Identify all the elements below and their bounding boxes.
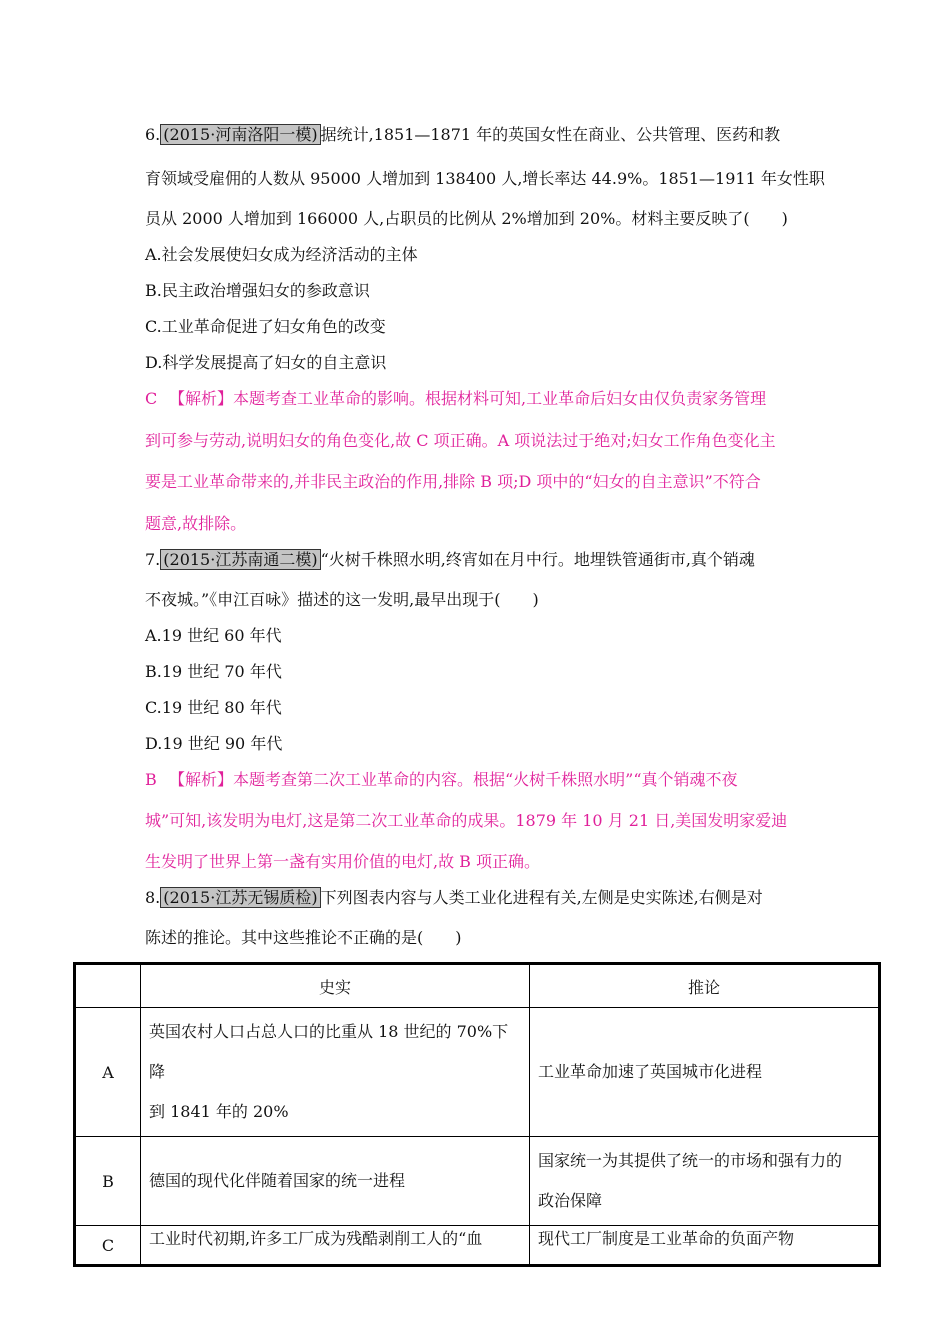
inference-line: 国家统一为其提供了统一的市场和强有力的	[538, 1151, 843, 1170]
inference-line: 现代工厂制度是工业革命的负面产物	[538, 1229, 795, 1248]
table-row	[75, 1137, 880, 1226]
q7-option-a: A.19 世纪 60 年代	[145, 626, 282, 645]
q6-stem-text-1: 据统计,1851—1871 年的英国女性在商业、公共管理、医药和教	[320, 125, 781, 144]
q7-stem-text-1: “火树千株照水明,终宵如在月中行。地埋铁管通街市,真个销魂	[320, 550, 755, 569]
q7-analysis-line-1	[145, 769, 738, 791]
q6-analysis-line-4: 题意,故排除。	[145, 514, 247, 533]
q6-option-a: A.社会发展使妇女成为经济活动的主体	[145, 245, 418, 264]
q7-answer: B	[145, 770, 157, 789]
q6-stem-line-3: 员从 2000 人增加到 166000 人,占职员的比例从 2%增加到 20%。材料主要反映了( )	[145, 209, 788, 228]
fact-line: 德国的现代化伴随着国家的统一进程	[149, 1171, 406, 1190]
fact-cell	[141, 1226, 530, 1266]
fact-line: 到 1841 年的 20%	[149, 1102, 289, 1121]
inference-line: 工业革命加速了英国城市化进程	[538, 1062, 763, 1081]
q7-analysis-text-1: 【解析】本题考查第二次工业革命的内容。根据“火树千株照水明”“真个销魂不夜	[169, 770, 738, 789]
fact-cell	[141, 1137, 530, 1226]
q7-analysis-line-3: 生发明了世界上第一盏有实用价值的电灯,故 B 项正确。	[145, 852, 541, 871]
q6-stem-line-1	[145, 124, 780, 146]
q8-header-empty	[75, 964, 141, 1008]
q8-header-fact: 史实	[141, 964, 530, 1008]
q6-analysis-text-1: 【解析】本题考查工业革命的影响。根据材料可知,工业革命后妇女由仅负责家务管理	[169, 389, 767, 408]
q6-stem-line-2: 育领域受雇佣的人数从 95000 人增加到 138400 人,增长率达 44.9%。1851—1911 年女性职	[145, 169, 825, 188]
q7-option-b: B.19 世纪 70 年代	[145, 662, 282, 681]
q6-answer: C	[145, 389, 158, 408]
q8-header-inference: 推论	[530, 964, 880, 1008]
q8-source-tag: (2015·江苏无锡质检)	[160, 887, 320, 908]
inference-cell	[530, 1137, 880, 1226]
q6-option-c: C.工业革命促进了妇女角色的改变	[145, 317, 386, 336]
inference-cell	[530, 1008, 880, 1137]
row-label: B	[75, 1137, 141, 1226]
q6-analysis-line-3: 要是工业革命带来的,并非民主政治的作用,排除 B 项;D 项中的“妇女的自主意识”不符合	[145, 472, 761, 491]
q6-analysis-line-2: 到可参与劳动,说明妇女的角色变化,故 C 项正确。A 项说法过于绝对;妇女工作角色变化主	[145, 431, 776, 450]
q8-table	[73, 962, 881, 1267]
fact-line: 工业时代初期,许多工厂成为残酷剥削工人的“血	[149, 1229, 483, 1248]
q8-stem-text-1: 下列图表内容与人类工业化进程有关,左侧是史实陈述,右侧是对	[320, 888, 763, 907]
inference-line: 政治保障	[538, 1191, 603, 1210]
q6-source-tag: (2015·河南洛阳一模)	[160, 124, 320, 145]
q8-stem-line-1	[145, 887, 763, 909]
q7-stem-line-1	[145, 549, 755, 571]
table-row	[75, 1008, 880, 1137]
q8-stem-line-2: 陈述的推论。其中这些推论不正确的是( )	[145, 928, 462, 947]
q7-stem-line-2: 不夜城。”《申江百咏》描述的这一发明,最早出现于( )	[145, 590, 539, 609]
q7-option-c: C.19 世纪 80 年代	[145, 698, 282, 717]
q6-option-d: D.科学发展提高了妇女的自主意识	[145, 353, 387, 372]
row-label: C	[75, 1226, 141, 1266]
row-label: A	[75, 1008, 141, 1137]
q6-analysis-line-1	[145, 388, 766, 410]
table-row	[75, 1226, 880, 1266]
q6-option-b: B.民主政治增强妇女的参政意识	[145, 281, 370, 300]
q7-analysis-line-2: 城”可知,该发明为电灯,这是第二次工业革命的成果。1879 年 10 月 21 日,美国发明家爱迪	[145, 811, 788, 830]
q7-option-d: D.19 世纪 90 年代	[145, 734, 283, 753]
inference-cell	[530, 1226, 880, 1266]
q8-number: 8.	[145, 888, 161, 907]
q7-number: 7.	[145, 550, 161, 569]
q6-number: 6.	[145, 125, 161, 144]
q7-source-tag: (2015·江苏南通二模)	[160, 549, 320, 570]
fact-cell	[141, 1008, 530, 1137]
fact-line: 英国农村人口占总人口的比重从 18 世纪的 70%下降	[149, 1022, 509, 1081]
q8-table-header-row	[75, 964, 880, 1008]
